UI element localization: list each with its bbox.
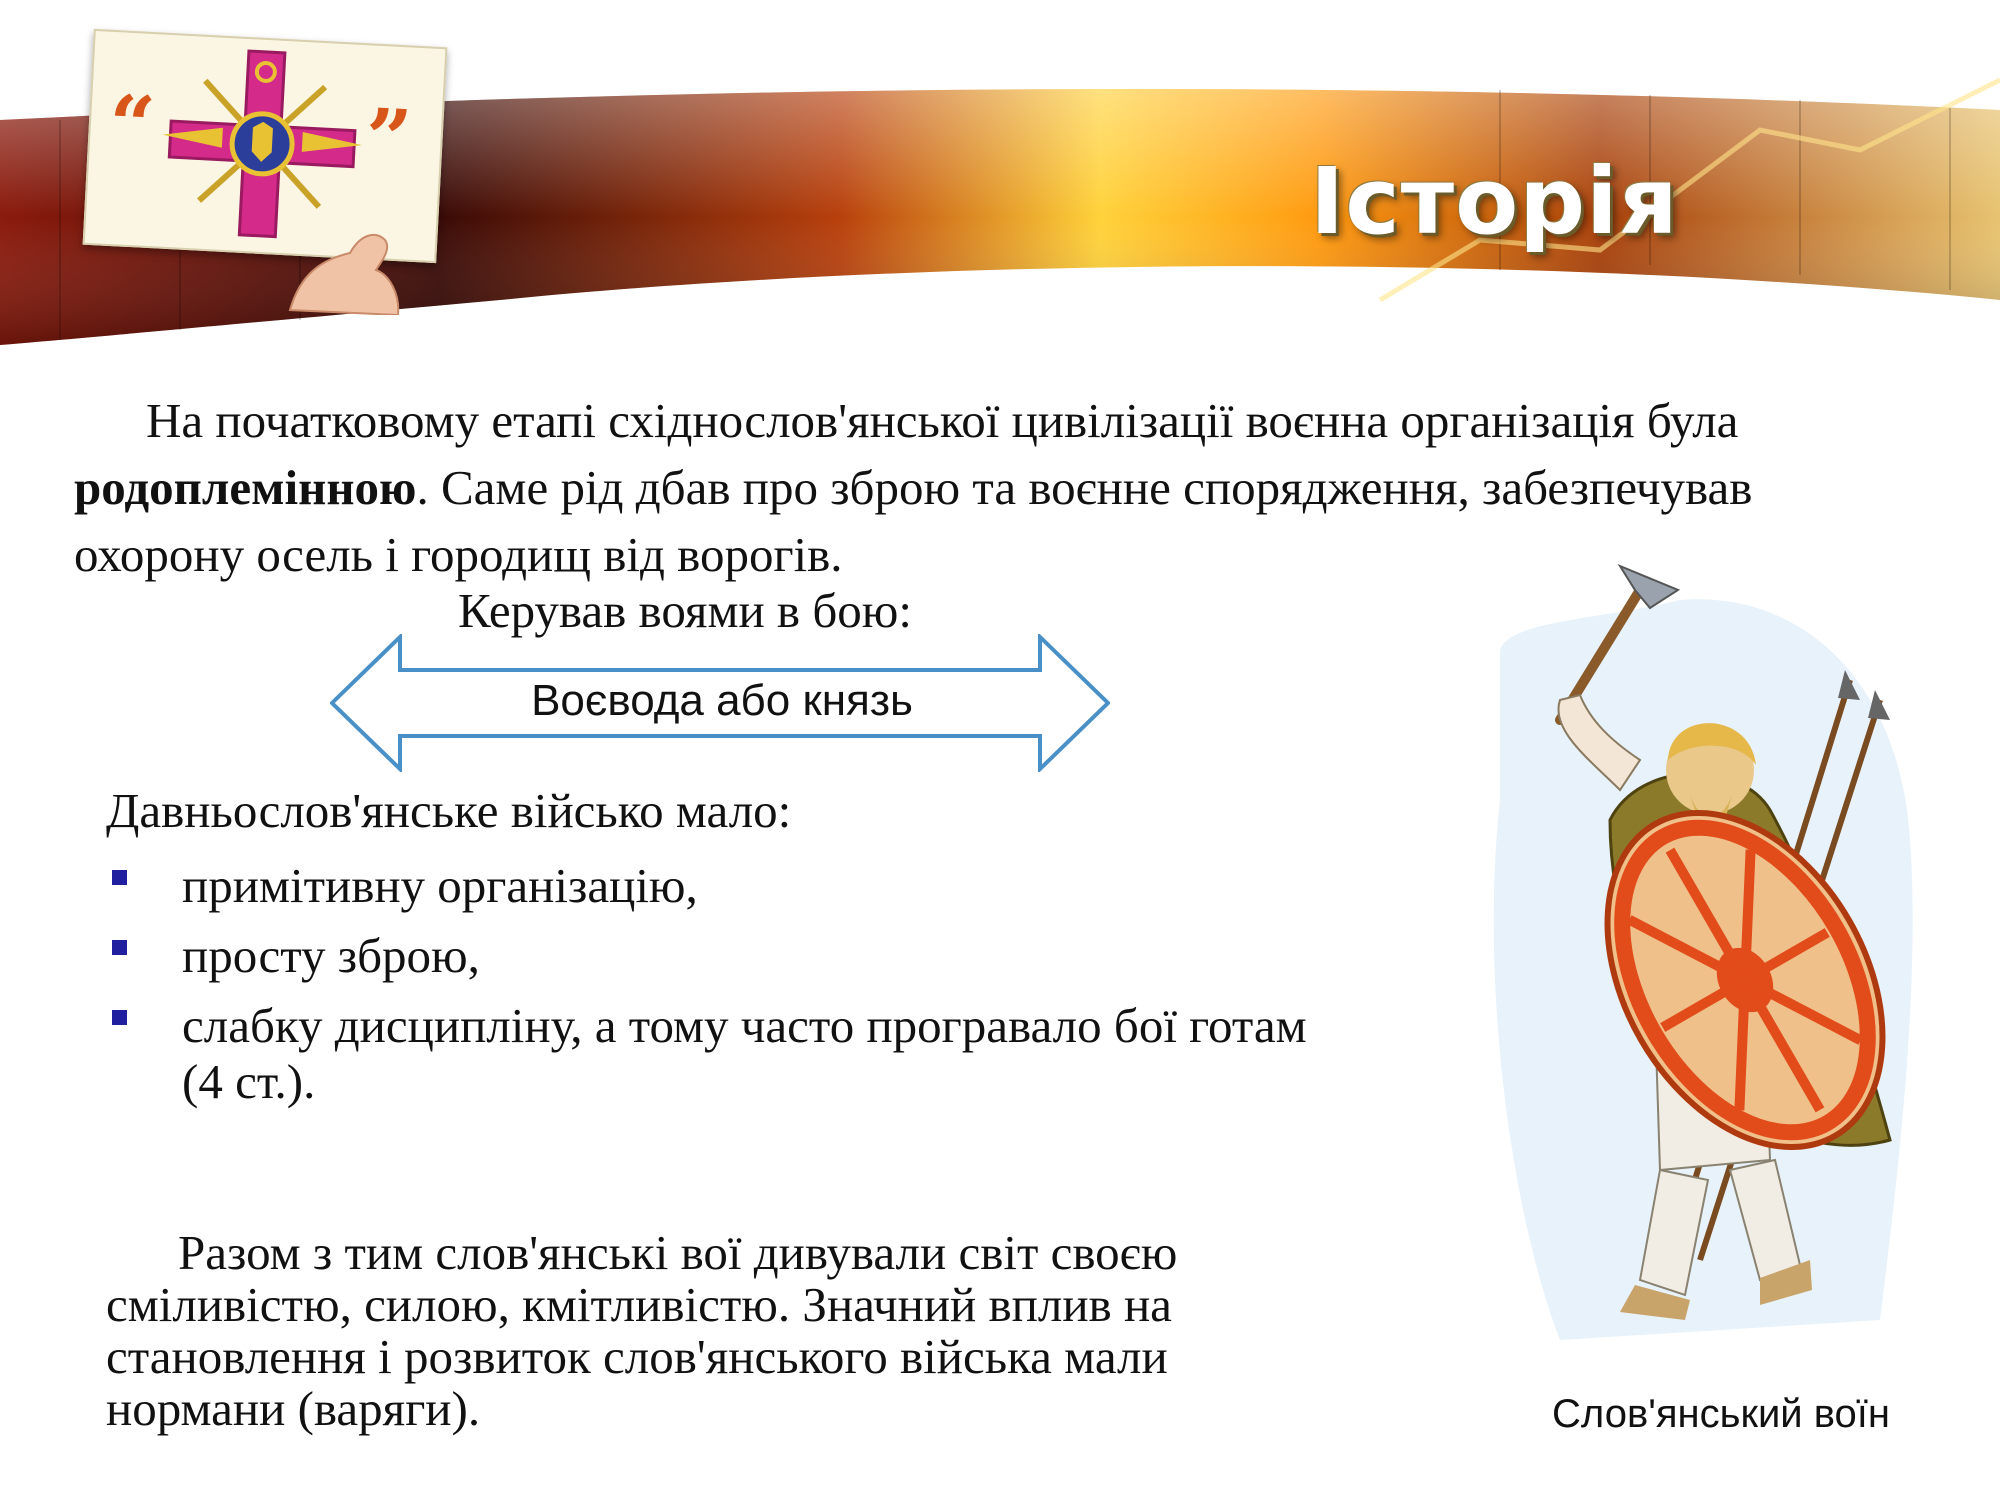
army-list xyxy=(106,858,1356,1124)
intro-paragraph xyxy=(74,387,1854,588)
closing-paragraph: Разом з тим слов'янські вої дивували світ своєю сміливістю, силою, кмітливістю. Значний вплив на становлення і розвиток слов'янського війська мали нормани (варяги). xyxy=(106,1225,1178,1436)
svg-text:“: “ xyxy=(106,76,158,174)
list-item xyxy=(106,858,1356,914)
list-item xyxy=(106,928,1356,984)
hand-icon xyxy=(280,215,420,315)
illustration-caption: Слов'янський воїн xyxy=(1552,1392,1890,1436)
page-title: Історія xyxy=(1310,148,1679,255)
list-item-text: слабку дисципліну, а тому часто програвало бої готам (4 ст.). xyxy=(182,998,1307,1109)
intro-text-end: . Саме рід дбав про зброю та воєнне спорядження, забезпечував охорону осель і городищ від ворогів. xyxy=(74,460,1753,582)
bullet-square-icon xyxy=(112,940,127,955)
leader-arrow-text: Воєвода або князь xyxy=(531,676,913,725)
list-item-text: примітивну організацію, xyxy=(182,858,698,913)
bullet-square-icon xyxy=(112,870,127,885)
leader-label: Керував воями в бою: xyxy=(458,583,912,638)
list-item xyxy=(106,998,1356,1110)
list-item-text: просту зброю, xyxy=(182,928,480,983)
intro-text-start: На початковому етапі східнослов'янської цивілізації воєнна організація була xyxy=(146,393,1739,448)
army-heading: Давньослов'янське військо мало: xyxy=(106,783,792,838)
svg-text:”: ” xyxy=(363,90,415,187)
intro-bold-term: родоплемінною xyxy=(74,460,417,515)
bullet-square-icon xyxy=(112,1010,127,1025)
slavic-warrior-illustration xyxy=(1440,560,1930,1360)
